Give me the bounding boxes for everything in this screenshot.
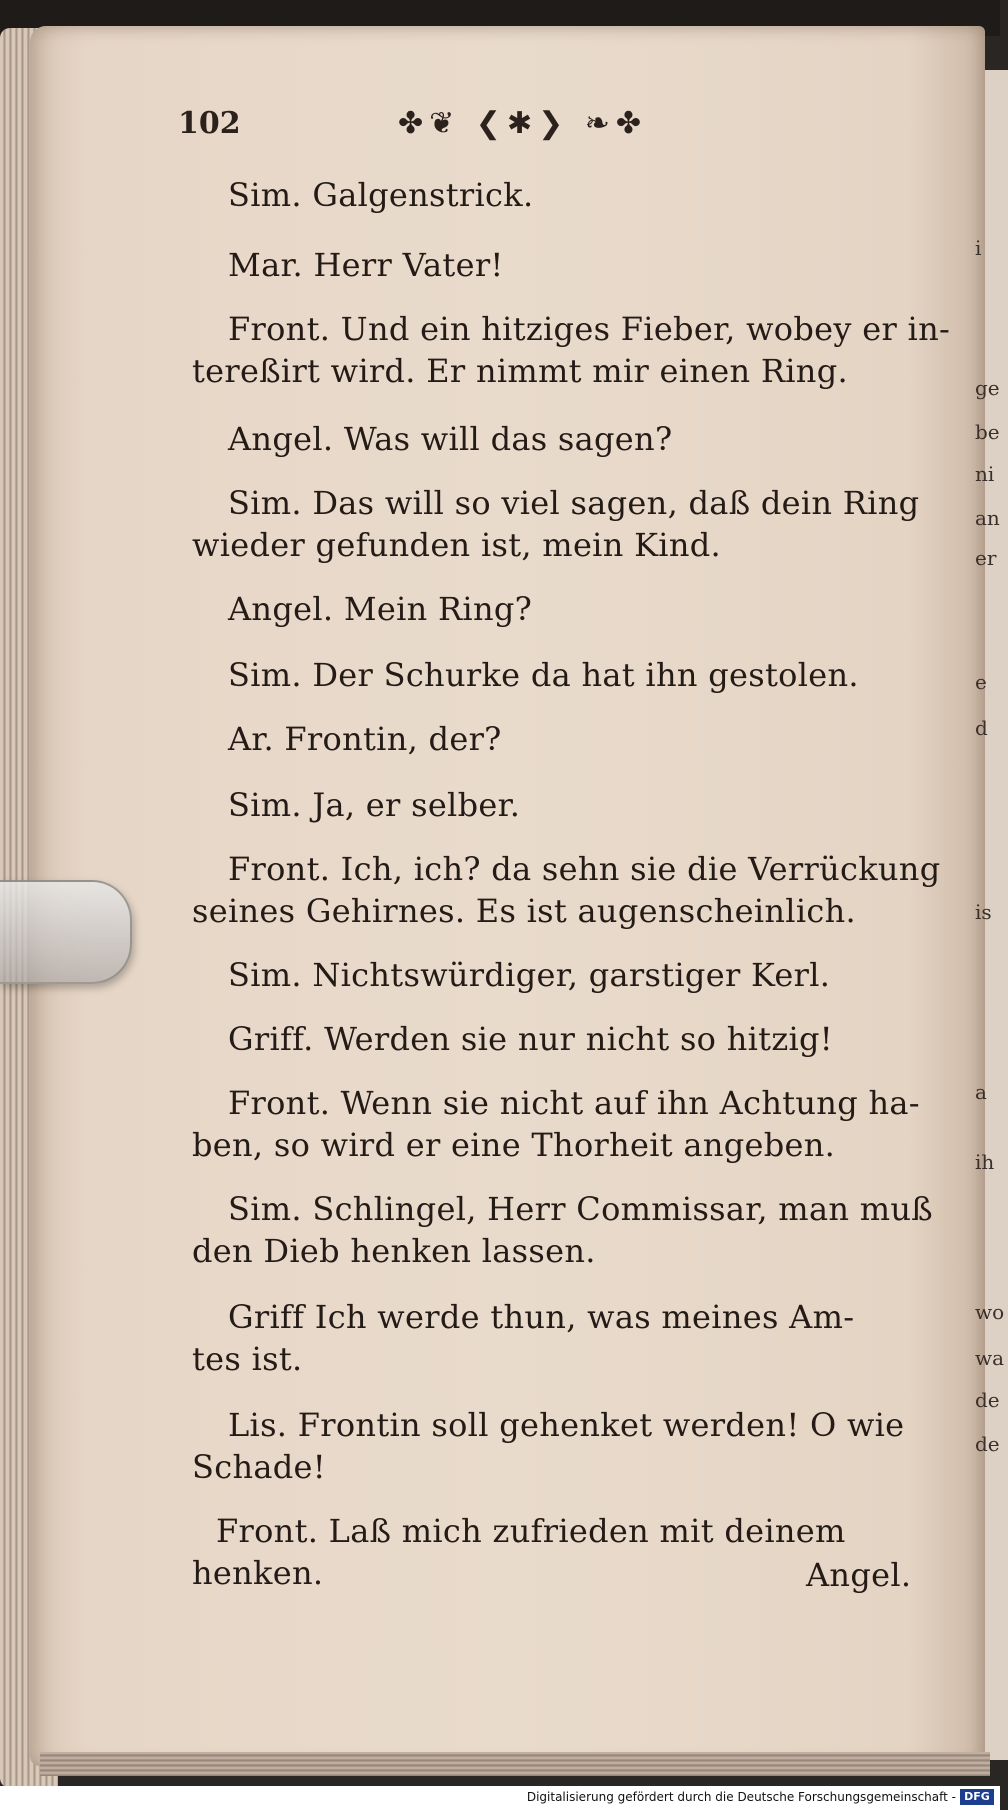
- text-line: Sim. Der Schurke da hat ihn gestolen.: [228, 656, 859, 694]
- page-number: 102: [178, 106, 241, 141]
- text-line: henken.: [192, 1554, 324, 1592]
- facing-page-fragment: de: [975, 1388, 1000, 1412]
- text-line: Schade!: [192, 1448, 326, 1486]
- text-line: Angel. Mein Ring?: [228, 590, 533, 628]
- text-line: Ar. Frontin, der?: [228, 720, 502, 758]
- facing-page-fragment: is: [975, 900, 992, 924]
- facing-page-fragment: ni: [975, 462, 995, 486]
- facing-page-fragment: i: [975, 236, 982, 260]
- text-line: Sim. Galgenstrick.: [228, 176, 534, 214]
- text-line: Griff. Werden sie nur nicht so hitzig!: [228, 1020, 833, 1058]
- text-line: Lis. Frontin soll gehenket werden! O wie: [228, 1406, 905, 1444]
- catchword: Angel.: [806, 1556, 912, 1594]
- facing-page-fragment: ge: [975, 376, 1000, 400]
- facing-page-fragment: wo: [975, 1300, 1005, 1324]
- digitization-credit: Digitalisierung gefördert durch die Deutsche Forschungsgemeinschaft -: [526, 1790, 956, 1804]
- facing-page-fragment: er: [975, 546, 997, 570]
- text-line: Front. Wenn sie nicht auf ihn Achtung ha-: [228, 1084, 920, 1122]
- page-header: [178, 106, 718, 146]
- text-line: Sim. Nichtswürdiger, garstiger Kerl.: [228, 956, 831, 994]
- text-line: Front. Laß mich zufrieden mit deinem: [216, 1512, 846, 1550]
- text-line: seines Gehirnes. Es ist augenscheinlich.: [192, 892, 856, 930]
- dfg-logo: DFG: [960, 1789, 994, 1805]
- facing-page-fragment: wa: [975, 1346, 1005, 1370]
- text-line: Front. Und ein hitziges Fieber, wobey er in-: [228, 310, 951, 348]
- facing-page-fragment: a: [975, 1080, 987, 1104]
- text-line: tereßirt wird. Er nimmt mir einen Ring.: [192, 352, 848, 390]
- text-line: tes ist.: [192, 1340, 303, 1378]
- header-ornament: ✤❦ ❮✱❯ ❧✤: [398, 106, 648, 141]
- facing-page-fragment: ih: [975, 1150, 995, 1174]
- text-line: Griff Ich werde thun, was meines Am-: [228, 1298, 855, 1336]
- page-clamp-clip: [0, 880, 132, 984]
- text-line: Front. Ich, ich? da sehn sie die Verrückung: [228, 850, 941, 888]
- footer-bar: [0, 1786, 1000, 1810]
- page-edges-bottom: [40, 1752, 990, 1776]
- facing-page-fragment: de: [975, 1432, 1000, 1456]
- facing-page-fragment: e: [975, 670, 987, 694]
- text-line: Angel. Was will das sagen?: [228, 420, 673, 458]
- facing-page-fragment: an: [975, 506, 1000, 530]
- text-line: den Dieb henken lassen.: [192, 1232, 596, 1270]
- text-line: Mar. Herr Vater!: [228, 246, 504, 284]
- text-line: Sim. Ja, er selber.: [228, 786, 521, 824]
- text-line: wieder gefunden ist, mein Kind.: [192, 526, 722, 564]
- text-line: ben, so wird er eine Thorheit angeben.: [192, 1126, 836, 1164]
- facing-page-fragment: be: [975, 420, 1000, 444]
- text-line: Sim. Schlingel, Herr Commissar, man muß: [228, 1190, 933, 1228]
- text-line: Sim. Das will so viel sagen, daß dein Ring: [228, 484, 920, 522]
- facing-page-fragment: d: [975, 716, 988, 740]
